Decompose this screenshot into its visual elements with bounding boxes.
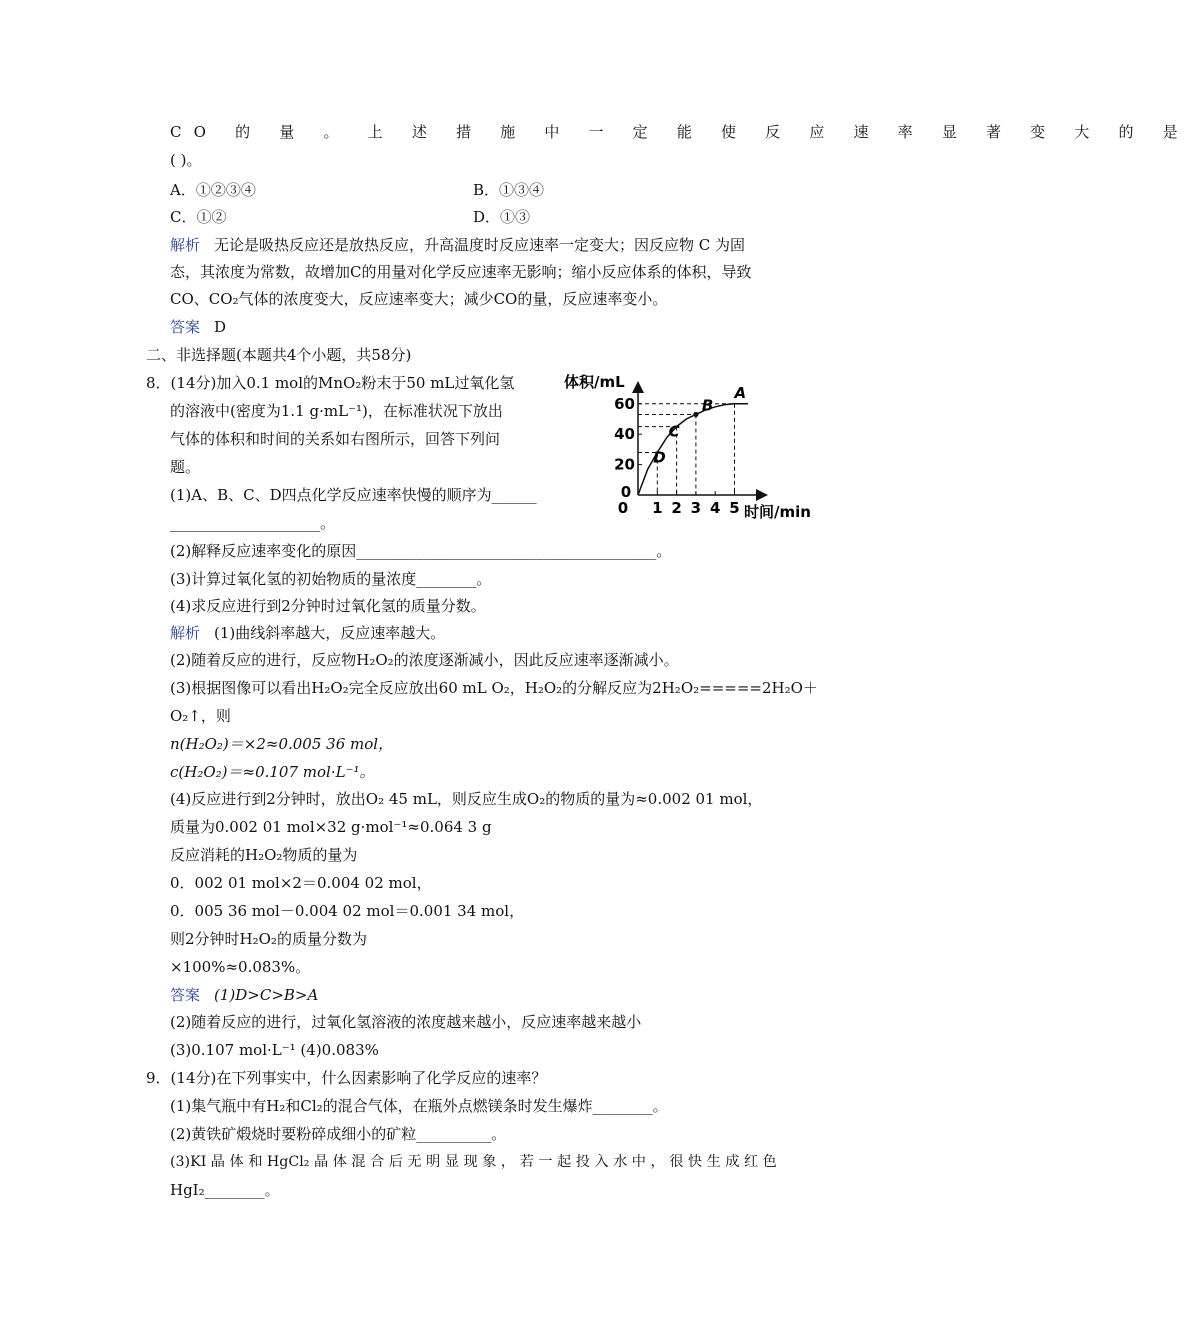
x-tick-label: 2 [671, 499, 682, 517]
y-tick-label: 0 [620, 483, 632, 501]
q7-jiexi-line3: CO、CO₂气体的浓度变大，反应速率变大；减少CO的量，反应速率变小。 [170, 290, 668, 308]
q8-stem-line1: 8．(14分)加入0.1 mol的MnO₂粉末于50 mL过氧化氢 [146, 374, 515, 392]
q8-answer-line1 [170, 985, 318, 1005]
q8-sol4-line2: 质量为0.002 01 mol×32 g·mol⁻¹≈0.064 3 g [170, 818, 492, 836]
q8-sol4-line3: 反应消耗的H₂O₂物质的量为 [170, 846, 358, 864]
q8-part4: (4)求反应进行到2分钟时过氧化氢的质量分数。 [170, 597, 486, 615]
point-marker [693, 412, 698, 417]
q7-jiexi-line2: 态，其浓度为常数，故增加C的用量对化学反应速率无影响；缩小反应体系的体积，导致 [170, 263, 752, 281]
answer-label: 答案 [170, 986, 201, 1004]
q8-part2: (2)解释反应速率变化的原因________________________________________。 [170, 542, 672, 560]
q9-part3-line2: HgI₂________。 [170, 1181, 280, 1199]
q8-sol3-line2: O₂↑，则 [170, 707, 231, 725]
q7-answer [170, 317, 226, 337]
x-tick-label: 1 [652, 499, 663, 517]
x-tick-label: 5 [729, 499, 740, 517]
q7-option-b: B．①③④ [473, 181, 545, 199]
q7-jiexi-line1 [170, 235, 745, 255]
q8-sol4-line7: ×100%≈0.083%。 [170, 958, 311, 976]
q8-sol2: (2)随着反应的进行，反应物H₂O₂的浓度逐渐减小，因此反应速率逐渐减小。 [170, 651, 679, 669]
q7-paren: ( )。 [170, 151, 202, 169]
y-tick-label: 40 [614, 425, 635, 444]
q8-sol3-c: c(H₂O₂)＝≈0.107 mol·L⁻¹。 [170, 763, 375, 781]
answer-label: 答案 [170, 318, 201, 336]
q9-stem: 9．(14分)在下列事实中，什么因素影响了化学反应的速率？ [146, 1069, 547, 1087]
q7-stem-cont: CO 的 量 。 上 述 措 施 中 一 定 能 使 反 应 速 率 显 著 变 大 的 是 [170, 123, 1190, 141]
volume-time-chart [560, 372, 830, 522]
q8-part1-line2: ____________________。 [170, 514, 336, 532]
q8-sol3-n: n(H₂O₂)＝×2≈0.005 36 mol， [170, 735, 394, 753]
q7-option-d: D．①③ [473, 208, 531, 226]
y-axis-label: 体积/mL [564, 373, 625, 391]
q8-part3: (3)计算过氧化氢的初始物质的量浓度________。 [170, 570, 492, 588]
x-tick-label: 4 [709, 499, 721, 517]
q8-answer-1: (1)D>C>B>A [214, 986, 319, 1004]
q8-part1-line1: (1)A、B、C、D四点化学反应速率快慢的顺序为______ [170, 486, 537, 504]
q8-stem-line2: 的溶液中(密度为1.1 g·mL⁻¹)，在标准状况下放出 [170, 402, 503, 420]
q7-jiexi-text1: 无论是吸热反应还是放热反应，升高温度时反应速率一定变大；因反应物 C 为固 [214, 236, 746, 254]
point-label: A [734, 383, 747, 402]
x-axis-label: 时间/min [744, 503, 811, 521]
q8-sol4-line4: 0．002 01 mol×2＝0.004 02 mol， [170, 874, 432, 892]
point-label: C [668, 422, 680, 441]
q8-stem-line3: 气体的体积和时间的关系如右图所示，回答下列问 [170, 430, 501, 448]
section-heading: 二、非选择题(本题共4个小题，共58分) [146, 346, 412, 364]
q9-part1: (1)集气瓶中有H₂和Cl₂的混合气体，在瓶外点燃镁条时发生爆炸________。 [170, 1097, 668, 1115]
q8-answer-2: (2)随着反应的进行，过氧化氢溶液的浓度越来越小，反应速率越来越小 [170, 1013, 642, 1031]
q9-part3-line1: (3)KI 晶 体 和 HgCl₂ 晶 体 混 合 后 无 明 显 现 象 ， 若 一 起 投 入 水 中 ， 很 快 生 成 红 色 [170, 1154, 777, 1170]
jiexi-label: 解析 [170, 624, 201, 642]
q8-answer-3: (3)0.107 mol·L⁻¹ (4)0.083% [170, 1041, 379, 1059]
q7-option-a: A．①②③④ [170, 181, 256, 199]
q8-jiexi-line1 [170, 623, 445, 643]
y-tick-label: 20 [614, 455, 635, 474]
q8-stem-line4: 题。 [170, 458, 201, 476]
point-label: B [701, 396, 714, 415]
y-tick-label: 60 [614, 394, 635, 413]
point-label: D [653, 448, 666, 467]
q8-sol1: (1)曲线斜率越大，反应速率越大。 [214, 624, 446, 642]
q8-sol4-line1: (4)反应进行到2分钟时，放出O₂ 45 mL，则反应生成O₂的物质的量为≈0.002 01 mol， [170, 790, 763, 808]
q8-sol3-line1: (3)根据图像可以看出H₂O₂完全反应放出60 mL O₂，H₂O₂的分解反应为2H₂O₂=====2H₂O＋ [170, 679, 818, 697]
x-tick-label: 0 [617, 499, 629, 517]
q7-answer-value: D [214, 318, 227, 336]
q8-sol4-line6: 则2分钟时H₂O₂的质量分数为 [170, 930, 367, 948]
x-tick-label: 3 [690, 499, 702, 517]
q9-part2: (2)黄铁矿煅烧时要粉碎成细小的矿粒__________。 [170, 1125, 507, 1143]
jiexi-label: 解析 [170, 236, 201, 254]
q8-sol4-line5: 0．005 36 mol－0.004 02 mol＝0.001 34 mol， [170, 902, 525, 920]
q7-option-c: C．①② [170, 208, 227, 226]
